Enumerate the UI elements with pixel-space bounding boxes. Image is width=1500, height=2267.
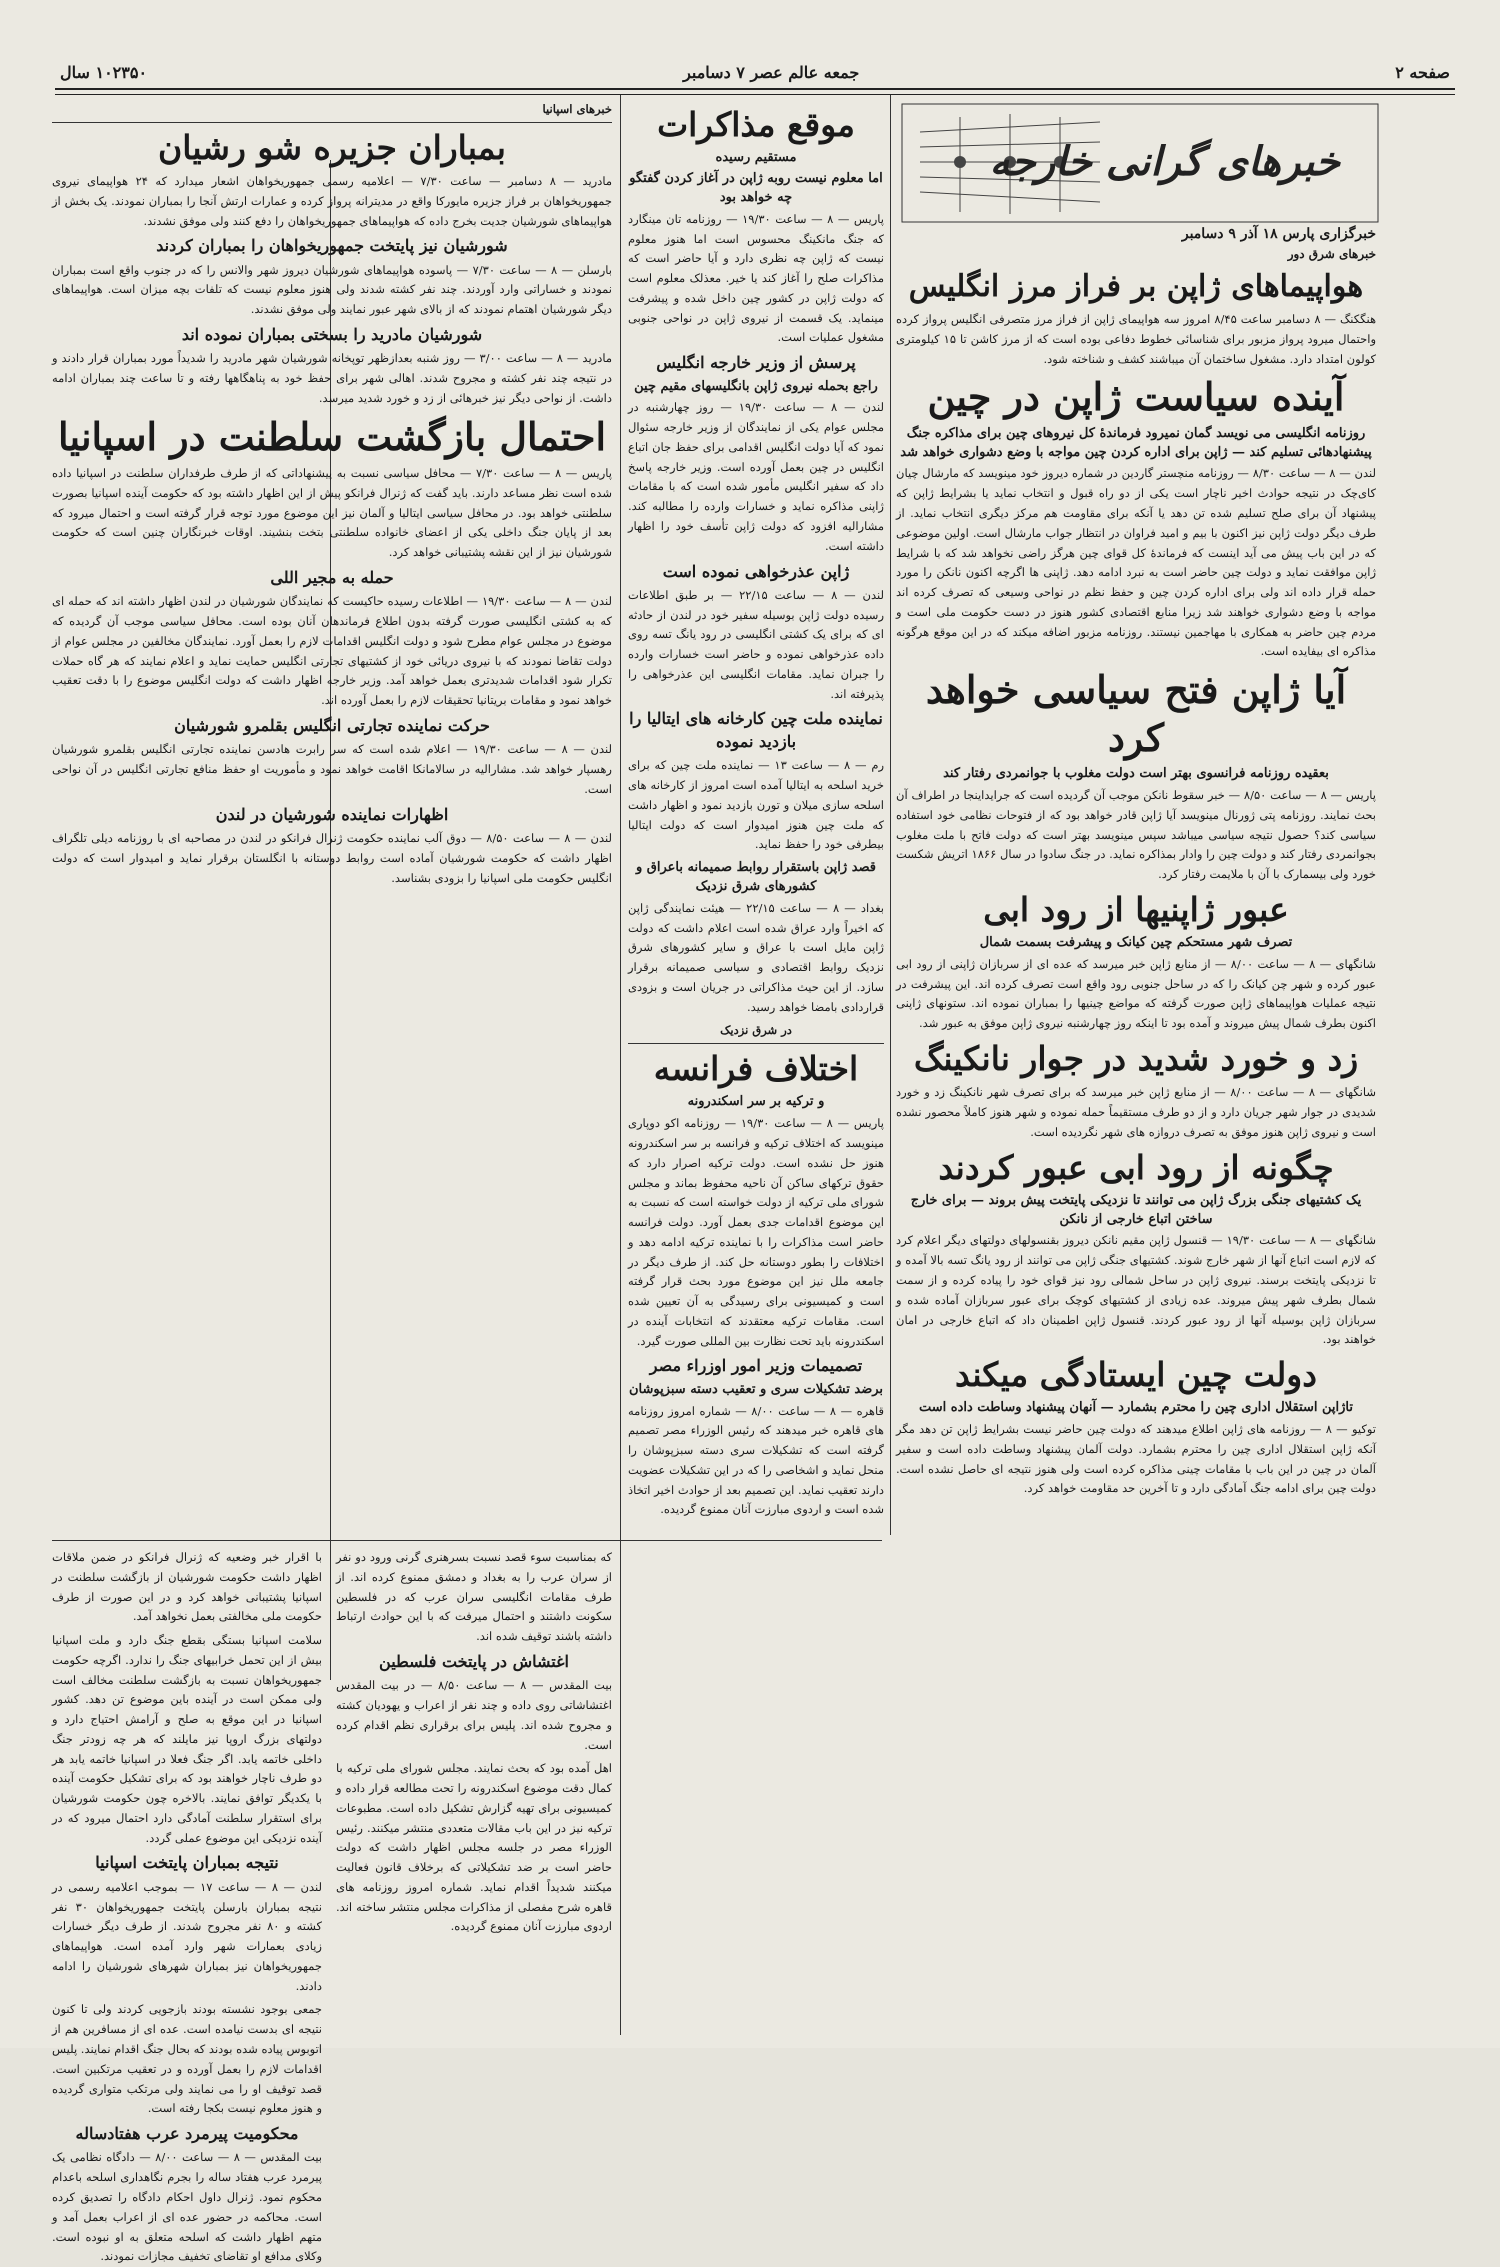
region-label: خبرهای شرق دور (1287, 247, 1376, 261)
article-body: که بمناسبت سوء قصد نسبت بسرهنری گرنی ورود دو نفر از سران عرب را به بغداد و دمشق ممنوع کرده اند. از طرف مقامات انگلیسی سران عرب که در فلسطین سکونت داشتند و احتمال میرفت که با این حوادث ارتباط داشته باشند توقیف شده اند. (336, 1550, 612, 1644)
column-bottom-middle (336, 1548, 612, 1988)
article-body: لندن — ۸ — ساعت ۲۲/۱۵ — بر طبق اطلاعات رسیده دولت ژاپن بوسیله سفیر خود در لندن از حادثه ای که برای یک کشتی انگلیسی در رود یانگ تسه روی داده عذرخواهی نموده و حاضر است خسارات وارده را جبران نماید. مقامات انگلیسی این عذرخواهی را پذیرفته اند. (628, 587, 884, 701)
headline: آینده سیاست ژاپن در چین (927, 374, 1345, 420)
region-label: خبرهای اسپانیا (52, 100, 612, 123)
article-body: پاریس — ۸ — ساعت ۱۹/۳۰ — روزنامه اکو دوپاری مینویسد که اختلاف ترکیه و فرانسه بر سر اسکندرونه هنوز حل نشده است. دولت ترکیه اصرار دارد که حقوق ترکهای ساکن آن ناحیه محفوظ بماند و مجلس شورای ملی ترکیه از دولت خواسته است که نسبت به این موضوع اقدامات جدی بعمل آورد. دولت فرانسه حاضر است مذاکرات را با نماینده ترکیه ادامه دهد و اختلافات را بطور دوستانه حل کند. از طرف دیگر در جامعه ملل نیز این موضوع مورد بحث قرار گرفته است و کمیسیونی برای رسیدگی به آن تعیین شده است. مقامات ترکیه معتقدند که انتخابات آینده در اسکندرونه باید تحت نظارت بین المللی صورت گیرد. (628, 1116, 885, 1348)
article-body: هنگکنگ — ۸ دسامبر ساعت ۸/۴۵ امروز سه هواپیمای ژاپن از فراز مرز متصرفی انگلیس پرواز کرده واحتمال میرود پرواز مزبور برای شناسائی خطوط دفاعی بوده است که از مرز کاشن تا ۱۵ کیلومتری کولون امتداد دارد. مشغول ساختمان آن میباشند کشف و شناخته شود. (896, 312, 1377, 366)
headline: هواپیماهای ژاپن بر فراز مرز انگلیس (908, 269, 1364, 304)
headline: اظهارات نماینده شورشیان در لندن (215, 804, 449, 824)
headline: آیا ژاپن فتح سیاسی خواهد کرد (925, 667, 1347, 760)
page-label: صفحه ۲ (1395, 62, 1450, 82)
subheadline: روزنامه انگلیسی می نویسد گمان نمیرود فرماندهٔ کل نیروهای چین برای مذاکره جنگ پیشنهادهائی تسلیم کند — ژاپن برای اداره کردن چین مواجه با وضع دشواری خواهد شد (900, 425, 1372, 460)
headline: موقع مذاکرات (657, 105, 855, 144)
article-body: لندن — ۸ — ساعت ۸/۵۰ — دوق آلب نماینده حکومت ژنرال فرانکو در لندن در مصاحبه ای با روزنامه دیلی تلگراف اظهار داشت که حکومت شورشیان آماده است روابط دوستانه با انگلستان برقرار نماید و امیدوار است که دولت انگلیس حکومت ملی اسپانیا را بزودی بشناسد. (52, 831, 612, 885)
agency-line: خبرگزاری پارس ۱۸ آذر ۹ دسامبر (1181, 226, 1376, 242)
headline: نماینده ملت چین کارخانه های ایتالیا را بازدید نموده (629, 709, 883, 751)
article-body: شانگهای — ۸ — ساعت ۱۹/۳۰ — قنسول ژاپن مقیم نانکن دیروز بقنسولهای دولتهای دیگر اعلام کرد که لازم است اتباع آنها از شهر خارج شوند. کشتیهای جنگی ژاپن می توانند از رود یانگ تسه بالا آمده و تا نزدیکی پایتخت برسند. نیروی ژاپن در ساحل شمالی رود نیز قوای خود را پیاده کرده و از سمت شمال بطرف شهر پیش میروند. عده زیادی از کشتیهای کوچک برای عبور سربازان آماده شده و سربازان ژاپن بوسیله آنها از رود عبور کردند. قنسول ژاپن اطمینان داد که اتباع خارجی در امان خواهند بود. (896, 1233, 1376, 1347)
article-body: پاریس — ۸ — ساعت ۱۹/۳۰ — روزنامه تان مینگارد که جنگ مانکینگ محسوس است اما هنوز معلوم نیست که ژاپن چه نظری دارد و آیا حاضر است که مذاکرات صلح را آغاز کند یا خیر. معذلک معلوم است که دولت ژاپن در کشور چین داخل شده و پیشرفت مینماید. یک قسمت از نیروی ژاپن در نواحی جنوبی مشغول عملیات است. (628, 211, 885, 345)
subheadline: برضد تشکیلات سری و تعقیب دسته سبزپوشان (628, 1381, 884, 1397)
subheadline: تاژاپن استقلال اداری چین را محترم بشمارد — آنهان پیشنهاد وساطت داده است (918, 1400, 1353, 1416)
column-far-east (896, 224, 1376, 1964)
issue-line: ۱۰۲۳۵۰ سال (60, 62, 148, 82)
section-rule (52, 1540, 882, 1541)
article-body: شانگهای — ۸ — ساعت ۸/۰۰ — از منابع ژاپن خبر میرسد که برای تصرف شهر نانکینگ زد و خورد شدیدی در جوار شهر جریان دارد و از دو طرف مستقیماً حمله نموده و شهر هنوز کاملاً محصور نشده است و نیروی ژاپن هنوز موفق به تصرف دروازه های شهر نگردیده است. (896, 1085, 1376, 1139)
article-body: لندن — ۸ — ساعت ۱۹/۳۰ — روز چهارشنبه در مجلس عوام یکی از نمایندگان از وزیر خارجه سئوال نمود که آیا دولت انگلیس اقدامی برای حفظ جان اتباع انگلیس در چین بعمل آورده است. وزیر خارجه پاسخ داد که سفیر انگلیس مأمور شده است که با مقامات ژاپنی مذاکره نماید و خسارات وارده را مطالبه کند. مشارالیه افزود که دولت ژاپن تأسف خود را اظهار داشته است. (628, 400, 884, 553)
header-rule (55, 88, 1455, 95)
region-label: در شرق نزدیک (628, 1021, 884, 1044)
headline: دولت چین ایستادگی میکند (955, 1355, 1317, 1395)
article-body: جمعی بوجود نشسته بودند بازجویی کردند ولی تا کنون نتیجه ای بدست نیامده است. عده ای از مسافرین هم از اتوبوس پیاده شده بودند که بحال جنگ اقدام نمایند. پلیس اقدامات لازم را بعمل آورده و در تعقیب مرتکبین است. قصد توقیف او را می نمایند ولی مرتکب متواری گردیده و هنوز معلوم نیست بکجا رفته است. (52, 2002, 322, 2116)
column-spain (52, 100, 612, 1540)
headline: پرسش از وزیر خارجه انگلیس (656, 353, 856, 373)
article-body: شانگهای — ۸ — ساعت ۸/۰۰ — از منابع ژاپن خبر میرسد که عده ای از سربازان ژاپنی از رود ابی عبور کرده و شهر چن کیانک را که در ساحل جنوبی رود واقع است تصرف کرده اند. این پیشرفت در نتیجه عملیات هواپیماهای ژاپن صورت گرفته که مواضع چینیها را بمباران نموده اند. ستونهای ژاپنی اکنون بطرف شمال پیش میروند و آمده بود تا اینکه روز چهارشنبه نیروی ژاپن موفق به عبور شد. (896, 956, 1376, 1031)
headline: ژاپن عذرخواهی نموده است (662, 561, 850, 581)
article-body: سلامت اسپانیا بستگی بقطع جنگ دارد و ملت اسپانیا بیش از این تحمل خرابیهای جنگ را ندارد. اگرچه حکومت جمهوریخواهان نسبت به بازگشت سلطنت مخالف است ولی ممکن است در آینده باین موضوع تن دهد. کشور اسپانیا در این موقع به صلح و آرامش احتیاج دارد و دولتهای بزرگ اروپا نیز مایلند که هر چه زودتر جنگ داخلی خاتمه یابد. اگر جنگ فعلا در اسپانیا خاتمه یابد هر دو طرف ناچار خواهند بود که برای تشکیل حکومت آینده با یکدیگر توافق نمایند. بالاخره چون حکومت شورشیان برای استقرار سلطنت آمادگی دارد احتمال میرود که در آینده نزدیکی این موضوع عملی گردد. (52, 1633, 322, 1845)
headline: شورشیان مادرید را بسختی بمباران نموده اند (181, 325, 483, 344)
headline: چگونه از رود ابی عبور کردند (938, 1147, 1334, 1187)
article-body: پاریس — ۸ — ساعت ۷/۳۰ — محافل سیاسی نسبت به پیشنهاداتی که از طرف طرفداران سلطنت در اسپانیا داده شده است نظر مساعد دارند. باید گفت که ژنرال فرانکو پیش از این اظهار داشته بود که حکومت آینده اسپانیا بصورت سلطنتی خواهد بود. در محافل سیاسی ایتالیا و آلمان نیز این موضوع مورد توجه قرار گرفته است و احتمال میرود که بعد از پایان جنگ داخلی یکی از اعضای خانواده سلطنتی بتخت بنشیند. اوقات خبرنگاران چنین است که حکومت شورشیان نیز از این نقشه پشتیبانی خواهد کرد. (52, 466, 612, 560)
headline: احتمال بازگشت سلطنت در اسپانیا (57, 413, 607, 459)
headline: عبور ژاپنیها از رود ابی (983, 889, 1289, 929)
article-body: اهل آمده بود که بحث نمایند. مجلس شورای ملی ترکیه با کمال دقت موضوع اسکندرونه را تحت مطالعه قرار داده و کمیسیونی برای تهیه گزارش تشکیل داده است. مطبوعات ترکیه نیز در این باب مقالات متعددی منتشر میکنند. رئیس الوزراء مصر در جلسه مجلس اظهار داشت که دولت حاضر است بر ضد تشکیلاتی که برخلاف قانون فعالیت میکنند شدیداً اقدام نماید. شماره امروز روزنامه های قاهره شرح مفصلی از مذاکرات مجلس منتشر ساخته اند. اردوی مبارزت آنان ممنوع گردیده. (336, 1761, 612, 1934)
article-body: قاهره — ۸ — ساعت ۸/۰۰ — شماره امروز روزنامه های قاهره خبر میدهند که رئیس الوزراء مصر تصمیم گرفته است که تشکیلات سری دسته سبزپوشان را منحل نماید و اشخاصی را که در این تشکیلات عضویت دارند تعقیب نماید. این تصمیم بعد از حوادث اخیر اتخاذ شده است و اردوی مبارزت آنان ممنوع گردیده. (628, 1403, 884, 1517)
article-body: لندن — ۸ — ساعت ۱۹/۳۰ — اعلام شده است که سر رابرت هادسن نماینده تجارتی انگلیس بقلمرو شورشیان رهسپار خواهد شد. مشارالیه در سالامانکا اقامت خواهد نمود و مأموریت او حفظ منافع تجارتی انگلیس در آن نواحی است. (52, 742, 612, 796)
headline: حمله به مجیر اللی (270, 568, 394, 588)
column-negotiations (628, 100, 884, 1960)
article-body: با اقرار خبر وضعیه که ژنرال فرانکو در ضمن ملاقات اظهار داشت حکومت شورشیان از بازگشت سلطنت در اسپانیا پشتیبانی خواهد کرد و در این صورت از طرف حکومت ملی مخالفتی بعمل نخواهد آمد. (52, 1550, 322, 1624)
article-body: مادرید — ۸ — ساعت ۳/۰۰ — روز شنبه بعدازظهر توپخانه شورشیان شهر مادرید را شدیداً مورد بمباران قرار دادند و در نتیجه چند نفر کشته و مجروح شدند. اهالی شهر برای حفظ خود به پناهگاهها رفته و تا ساعت چند بمباران ادامه داشت. از نواحی دیگر نیز خبرهائی از زد و خورد شدید میرسد. (52, 351, 612, 405)
article-body: توکیو — ۸ — روزنامه های ژاپن اطلاع میدهند که دولت چین حاضر نیست بشرایط ژاپن تن دهد مگر آنکه ژاپن استقلال اداری چین را محترم بشمارد. دولت آلمان پیشنهاد وساطت داده است و سفیر آلمان در چین در این باب با مقامات چینی مذاکره کرده است ولی هنوز نتیجه ای حاصل نشده است. دولت چین برای ادامه جنگ آمادگی دارد و تا آخرین حد مقاومت خواهد کرد. (896, 1422, 1376, 1496)
subheadline: تصرف شهر مستحکم چین کیانک و پیشرفت بسمت شمال (979, 935, 1293, 951)
date-line: جمعه عالم عصر ۷ دسامبر (683, 62, 860, 82)
column-bottom-left (52, 1548, 323, 2264)
headline: قصد ژاپن باستقرار روابط صمیمانه باعراق و کشورهای شرق نزدیک (635, 860, 877, 894)
foreign-news-wordmark (900, 102, 1380, 224)
article-body: لندن — ۸ — ساعت ۸/۳۰ — روزنامه منچستر گاردین در شماره دیروز خود مینویسد که مارشال چیان کای‌چک در نتیجه حوادث اخیر ناچار است یکی از دو راه قبول و انتخاب نماید یا بشرایط ژاپن که پیشنهاد آن برای صلح تسلیم شده تن دهد یا آنکه برای مقاومت هم مرکز دیگری انتخاب نماید. از طرف دیگر دولت ژاپن نیز اکنون با بیم و امید فراوان در انتظار جواب مارشال است. اولین موضوعی که در این باب پیش می آید اینست که فرماندهٔ کل قوای چین هرگز راضی نخواهد شد که با شرایط ژاپن موافقت نماید و دولت چین حاضر است به نبرد ادامه دهد. ژاپنی ها اگرچه اکنون نانکن را مورد حمله قرار داده اند ولی برای اداره کردن چین و حفظ نظم در نواحی وسیعی که تصرف کرده اند مواجه با وضع دشواری خواهند شد زیرا منابع اقتصادی کشور هنوز در دست حکومت ملی است و مردم چین حاضر به همکاری با مهاجمین نیستند. روزنامه مزبور اضافه میکند که در این موقع هرگونه مذاکره ای بیفایده است. (896, 466, 1377, 659)
headline: محکومیت پیرمرد عرب هفتادساله (75, 2124, 299, 2144)
wordmark-title: خبرهای گرانی خارجه (989, 138, 1340, 185)
headline: شورشیان نیز پایتخت جمهوریخواهان را بمباران کردند (156, 236, 508, 256)
headline: اختلاف فرانسه (653, 1049, 859, 1089)
column-rule (890, 95, 891, 1535)
article-body: لندن — ۸ — ساعت ۱۷ — بموجب اعلامیه رسمی در نتیجه بمباران بارسلن پایتخت جمهوریخواهان ۳۰ نفر کشته و ۸۰ نفر مجروح شدند. از طرف دیگر خسارات زیادی بعمارات شهر وارد آمده است. هواپیماهای جمهوریخواهان نیز بمباران شهرهای شورشیان را ادامه دادند. (52, 1879, 323, 1993)
article-body: بارسلن — ۸ — ساعت ۷/۳۰ — پاسوده هواپیماهای شورشیان دیروز شهر والانس را که در جنوب واقع است بمباران نمودند و خساراتی وارد آوردند. چند نفر کشته شدند ولی هنوز معلوم نیست که تلفات بچه میزان است. هواپیماهای دیگر شورشیان اهتمام نمودند که از بالای شهر عبور نمایند ولی موفق نشدند. (52, 262, 612, 317)
subheadline: و ترکیه بر سر اسکندرونه (687, 1094, 825, 1110)
headline: حرکت نماینده تجارتی انگلیس بقلمرو شورشیان (174, 716, 490, 735)
article-body: پاریس — ۸ — ساعت ۸/۵۰ — خبر سقوط نانکن موجب آن گردیده است که جرایداینجا در اطراف آن بحث نمایند. روزنامه پتی ژورنال مینویسد آیا ژاپن قادر خواهد بود که از فتوحات نظامی خود استفاده سیاسی کند؟ حصول نتیجه سیاسی میباشد سپس مینویسد بهتر است که دولت فاتح با ملت مغلوب بجوانمردی رفتار کند و دولت چین را وادار بمذاکره نماید. در جنگ سادوا در سال ۱۸۶۶ اتریش شکست خورد ولی بیسمارک با آن با ملایمت رفتار کرد. (896, 787, 1377, 882)
headline: اغتشاش در پایتخت فلسطین (379, 1651, 569, 1671)
article-body: بیت المقدس — ۸ — ساعت ۸/۵۰ — در بیت المقدس اغتشاشاتی روی داده و چند نفر از اعراب و یهودیان کشته و مجروح شده اند. پلیس برای برقراری نظم اقدام کرده است. (336, 1678, 613, 1752)
article-body: لندن — ۸ — ساعت ۱۹/۳۰ — اطلاعات رسیده حاکیست که نمایندگان شورشیان در لندن اظهار داشته اند که حمله ای که به کشتی انگلیسی صورت گرفته بدون اطلاع فرماندهان آنان بوده است. محافل سیاسی موجب آن گردیده که موضوع در مجلس عوام مطرح شود و دولت انگلیس اقدامات لازم را بعمل آورد. نمایندگان مخالفین در مجلس عوام از دولت تقاضا نمودند که با نیروی دریائی خود از کشتیهای تجارتی انگلیس حمایت نماید و اعلام نمایند که هر گاه حملات تکرار شود اقدامات شدیدتری بعمل خواهد آمد. وزیر خارجه اظهار داشت که دولت انگلیس موضوع را با دقت تعقیب خواهد نمود و مقامات بریتانیا تحقیقات لازم را بعمل آورده اند. (52, 594, 612, 708)
subheadline: اما معلوم نیست روبه ژاپن در آغاز کردن گفتگو چه خواهد بود (629, 171, 883, 205)
column-rule (620, 95, 621, 2035)
article-body: مادرید — ۸ دسامبر — ساعت ۷/۳۰ — اعلامیه رسمی جمهوریخواهان اشعار میدارد که ۲۴ هواپیمای نیروی جمهوریخواهان بر فراز جزیره مایورکا واقع در مدیترانه پرواز کرده و عمارات ارتش آنجا را بمباران نمودند. یک بخش از هواپیماهای شورشیان جدیت بخرج داده که هواپیماهای جمهوریخواهان را دفع کنند ولی موفق نشدند. (52, 174, 612, 228)
headline: بمباران جزیره شو رشیان (158, 127, 506, 167)
headline: نتیجه بمباران پایتخت اسپانیا (95, 1853, 279, 1873)
article-body: رم — ۸ — ساعت ۱۳ — نماینده ملت چین که برای خرید اسلحه به ایتالیا آمده است امروز از کارخانه های اسلحه سازی میلان و تورن بازدید نمود و اظهار داشت که ملت چین هنوز امیدوار است که دولت ایتالیا بیطرفی خود را حفظ نماید. (628, 758, 884, 852)
headline: زد و خورد شدید در جوار نانکینگ (913, 1038, 1359, 1078)
kicker: مستقیم رسیده (715, 150, 797, 166)
article-body: بغداد — ۸ — ساعت ۲۲/۱۵ — هیئت نمایندگی ژاپن که اخیراً وارد عراق شده است اعلام داشت که دولت ژاپن مایل است با عراق و سایر کشورهای شرق نزدیک روابط اقتصادی و سیاسی صمیمانه برقرار سازد. از این حیث مذاکراتی در جریان است و بزودی قراردادی بامضا خواهد رسید. (628, 900, 884, 1014)
page-header (60, 58, 1450, 86)
headline: تصمیمات وزیر امور اوزراء مصر (649, 1356, 863, 1376)
subheadline: بعقیده روزنامه فرانسوی بهتر است دولت مغلوب با جوانمردی رفتار کند (943, 766, 1329, 782)
article-body: بیت المقدس — ۸ — ساعت ۸/۰۰ — دادگاه نظامی یک پیرمرد عرب هفتاد ساله را بجرم نگاهداری اسلحه باعدام محکوم نمود. ژنرال داول احکام دادگاه را تصدیق کرده است. محاکمه در حضور عده ای از اعراب بعمل آمد و متهم اظهار داشت که اسلحه متعلق به او نبوده است. وکلای مدافع او تقاضای تخفیف مجازات نمودند. (52, 2150, 322, 2264)
subheadline: یک کشتیهای جنگی بزرگ ژاپن می توانند تا نزدیکی پایتخت پیش بروند — برای خارج ساختن اتباع خارجی از نانکن (910, 1192, 1362, 1227)
subheadline: راجع بحمله نیروی ژاپن بانگلیسهای مقیم چین (634, 378, 878, 394)
